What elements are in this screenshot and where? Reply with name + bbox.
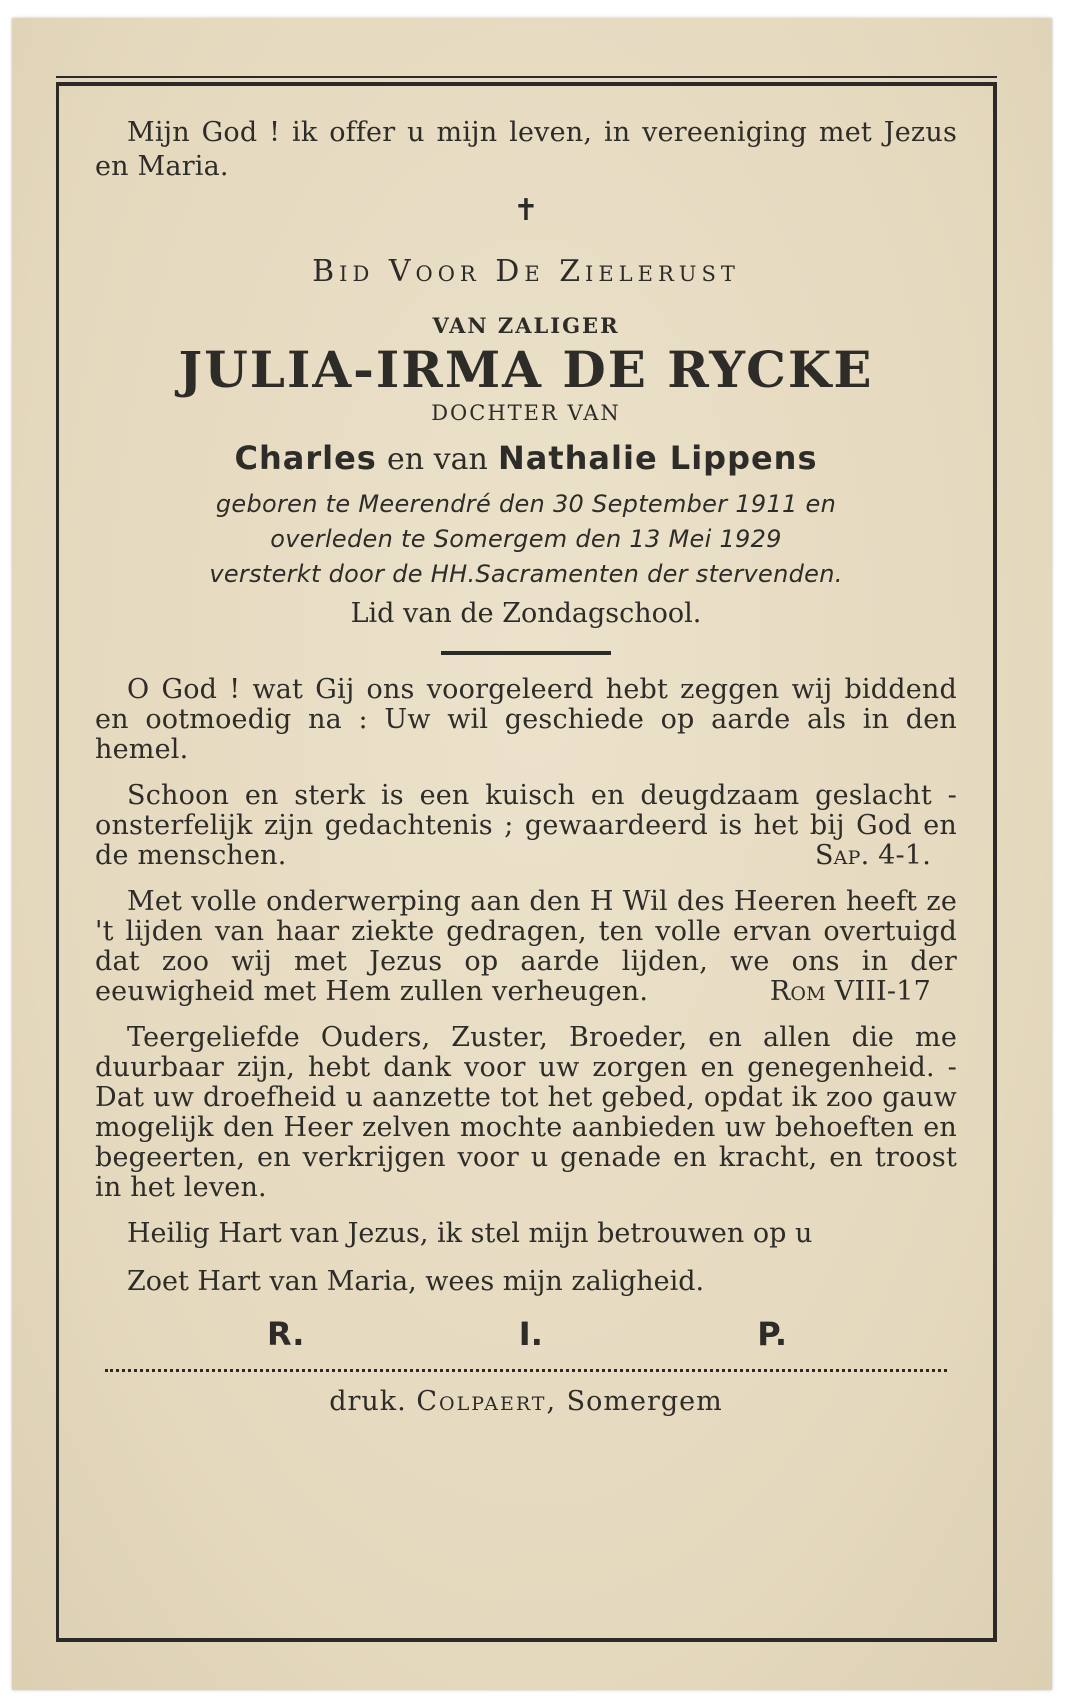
paragraph-3: Met volle onderwerping aan den H Wil des Heeren heeft ze 't lijden van haar ziekte gedragen, ten volle ervan overtuigd dat zoo wij met Jezus op aarde lijden, we ons in der eeuwigheid met Hem zullen verheugen. (95, 886, 957, 1007)
deceased-name: JULIA-IRMA DE RYCKE (178, 340, 874, 399)
printer-name: Colpaert, (416, 1386, 558, 1417)
father-name: Charles (234, 439, 377, 477)
paragraph-2-block (95, 781, 957, 871)
reference-rom: Rom VIII-17 (769, 976, 931, 1007)
card-border-frame (56, 82, 997, 1642)
printer-place: Somergem (566, 1386, 723, 1417)
membership-line: Lid van de Zondagschool. (350, 598, 702, 629)
death-line: overleden te Somergem den 13 Mei 1929 (270, 525, 782, 553)
opening-prayer: Mijn God ! ik offer u mijn leven, in vereeniging met Jezus en Maria. (95, 117, 957, 182)
dotted-divider (105, 1369, 947, 1372)
rip-p: P. (757, 1315, 787, 1353)
paragraph-4: Teergeliefde Ouders, Zuster, Broeder, en allen die me duurbaar zijn, hebt dank voor uw zorgen en genegenheid. - Dat uw droefheid u aanzette tot het gebed, opdat ik zoo gauw mogelijk den Heer zelven mochte aanbieden uw behoeften en begeerten, en verkrijgen voor u genade en kracht, en troost in het leven. (95, 1022, 957, 1203)
prayer-card (12, 18, 1052, 1690)
printer-prefix: druk. (329, 1386, 407, 1417)
closing-line-2: Zoet Hart van Maria, wees mijn zaligheid. (127, 1266, 705, 1297)
cross-icon: ✝ (513, 193, 539, 228)
paragraph-2: Schoon en sterk is een kuisch en deugdzaam geslacht - onsterfelijk zijn gedachtenis ; gewaardeerd is het bij God en de menschen. (95, 780, 957, 871)
rip-line (95, 1315, 957, 1353)
top-border-rule (56, 76, 997, 78)
closing-line-1: Heilig Hart van Jezus, ik stel mijn betrouwen op u (127, 1218, 813, 1249)
heading-bid-voor-de-zielerust: Bid Voor De Zielerust (312, 254, 740, 289)
en-van-text: en van (387, 442, 488, 477)
rip-i: I. (518, 1315, 543, 1353)
rip-r: R. (267, 1315, 305, 1353)
paragraph-3-block (95, 887, 957, 1007)
birth-line: geboren te Meerendré den 30 September 1911 en (215, 490, 837, 518)
section-divider (441, 651, 611, 655)
paragraph-1: O God ! wat Gij ons voorgeleerd hebt zeggen wij biddend en ootmoedig na : Uw wil geschiede op aarde als in den hemel. (95, 674, 957, 765)
parents-line (95, 439, 957, 477)
reference-sap: Sap. 4-1. (814, 840, 931, 871)
dochter-van-label: DOCHTER VAN (431, 401, 621, 425)
printer-line (95, 1386, 957, 1417)
card-content (59, 86, 993, 1638)
van-zaliger-label: VAN ZALIGER (432, 313, 620, 338)
life-dates (95, 487, 957, 592)
mother-name: Nathalie Lippens (497, 439, 818, 477)
sacrament-line: versterkt door de HH.Sacramenten der stervenden. (209, 560, 843, 588)
